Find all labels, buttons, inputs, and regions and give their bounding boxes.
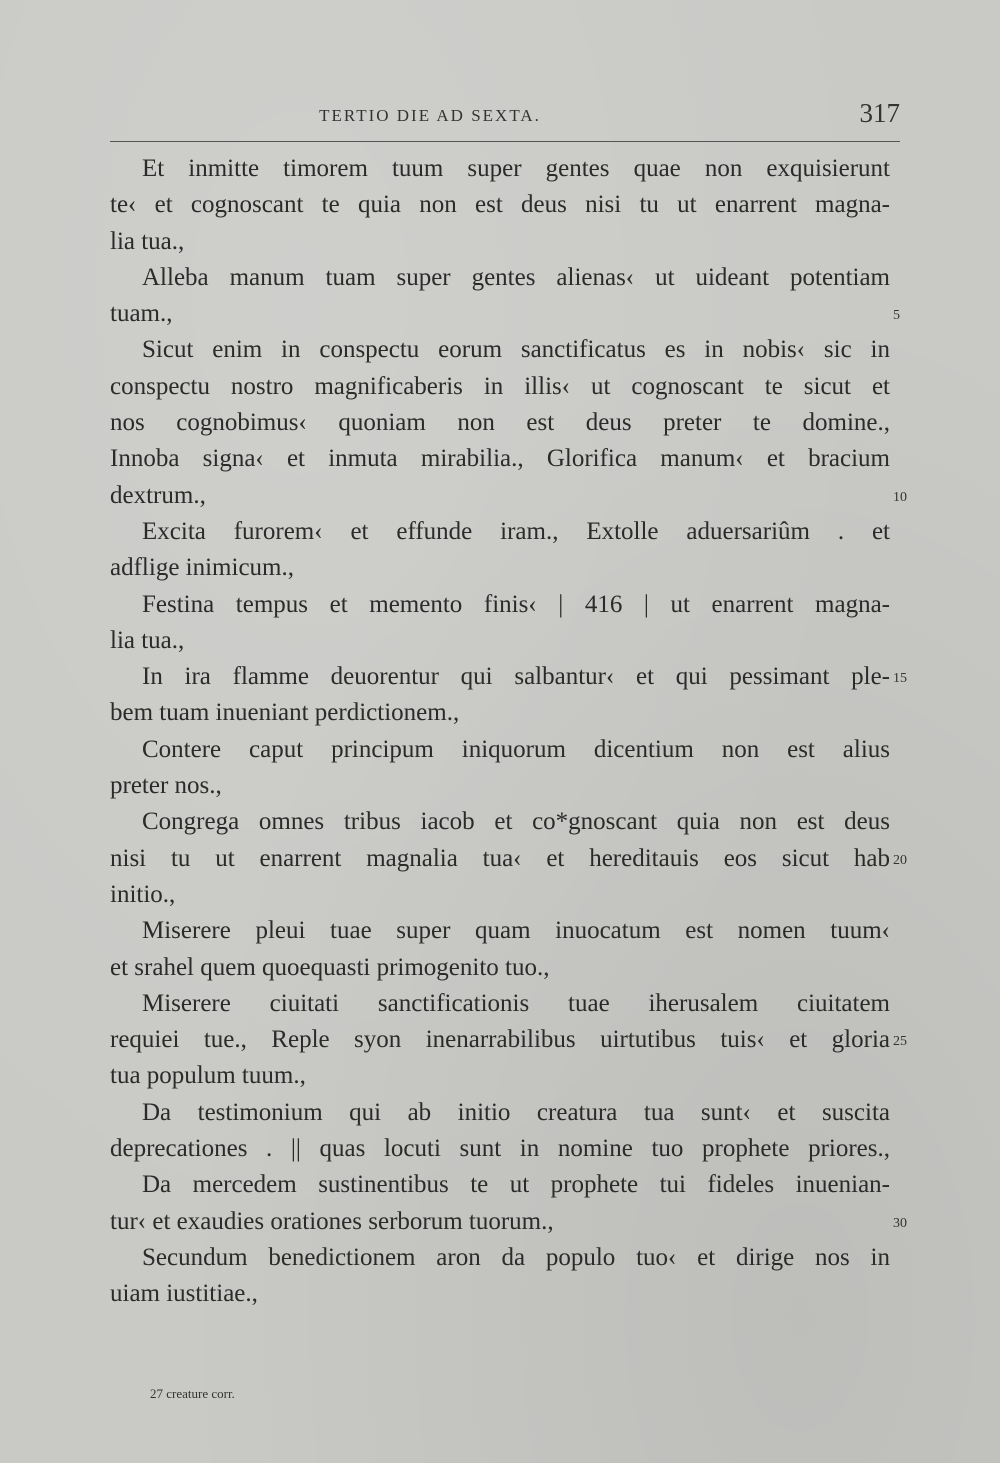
text-line: adflige inimicum., <box>110 554 294 582</box>
text-line: et srahel quem quoequasti primogenito tuo., <box>110 953 550 981</box>
running-title: TERTIO DIE AD SEXTA. <box>319 106 541 125</box>
text-line: Miserere ciuitati sanctificationis tuae iherusalem ciuitatem <box>142 989 890 1017</box>
line-number: 30 <box>893 1215 907 1231</box>
text-line: Da mercedem sustinentibus te ut prophete tui fideles inuenian- <box>142 1171 890 1199</box>
text-line: te‹ et cognoscant te quia non est deus nisi tu ut enarrent magna- <box>110 191 890 219</box>
page-number: 317 <box>859 98 900 128</box>
text-line: Sicut enim in conspectu eorum sanctificatus es in nobis‹ sic in <box>142 336 890 364</box>
text-line: nos cognobimus‹ quoniam non est deus preter te domine., <box>110 409 890 437</box>
text-line: nisi tu ut enarrent magnalia tua‹ et hereditauis eos sicut hab <box>110 844 890 872</box>
page-header <box>110 98 910 138</box>
line-number: 20 <box>893 852 907 868</box>
text-line: tua populum tuum., <box>110 1062 306 1090</box>
text-line: Secundum benedictionem aron da populo tuo‹ et dirige nos in <box>142 1243 890 1271</box>
text-line: lia tua., <box>110 626 185 654</box>
text-line: conspectu nostro magnificaberis in illis‹ ut cognoscant te sicut et <box>110 372 890 400</box>
text-line: initio., <box>110 880 176 908</box>
text-line: requiei tue., Reple syon inenarrabilibus uirtutibus tuis‹ et gloria <box>110 1026 890 1054</box>
footnote: 27 creature corr. <box>150 1386 235 1401</box>
text-line: lia tua., <box>110 227 185 255</box>
body-text <box>110 151 890 1313</box>
text-line: dextrum., <box>110 481 206 509</box>
text-line: Alleba manum tuam super gentes alienas‹ ut uideant potentiam <box>142 263 890 291</box>
text-line: uiam iustitiae., <box>110 1280 258 1308</box>
text-line: Excita furorem‹ et effunde iram., Extolle aduersariûm . et <box>142 517 890 545</box>
line-number: 15 <box>893 671 907 687</box>
text-line: In ira flamme deuorentur qui salbantur‹ et qui pessimant ple- <box>142 663 890 691</box>
text-line: deprecationes . || quas locuti sunt in nomine tuo prophete priores., <box>110 1135 890 1163</box>
text-line: Innoba signa‹ et inmuta mirabilia., Glorifica manum‹ et bracium <box>110 445 890 473</box>
header-rule <box>110 141 900 142</box>
text-line: Congrega omnes tribus iacob et co*gnoscant quia non est deus <box>142 808 890 836</box>
text-line: preter nos., <box>110 772 222 800</box>
text-line: Festina tempus et memento finis‹ | 416 | ut enarrent magna- <box>142 590 890 618</box>
text-line: tuam., <box>110 300 173 328</box>
text-line: Miserere pleui tuae super quam inuocatum est nomen tuum‹ <box>142 917 890 945</box>
text-line: Et inmitte timorem tuum super gentes quae non exquisierunt <box>142 155 890 182</box>
line-number: 25 <box>893 1034 907 1050</box>
text-line: tur‹ et exaudies orationes serborum tuorum., <box>110 1207 554 1235</box>
line-number: 10 <box>893 489 907 505</box>
text-line: Da testimonium qui ab initio creatura tua sunt‹ et suscita <box>142 1098 890 1126</box>
line-number: 5 <box>893 308 900 324</box>
text-line: bem tuam inueniant perdictionem., <box>110 699 460 727</box>
text-line: Contere caput principum iniquorum dicentium non est alius <box>142 735 890 763</box>
